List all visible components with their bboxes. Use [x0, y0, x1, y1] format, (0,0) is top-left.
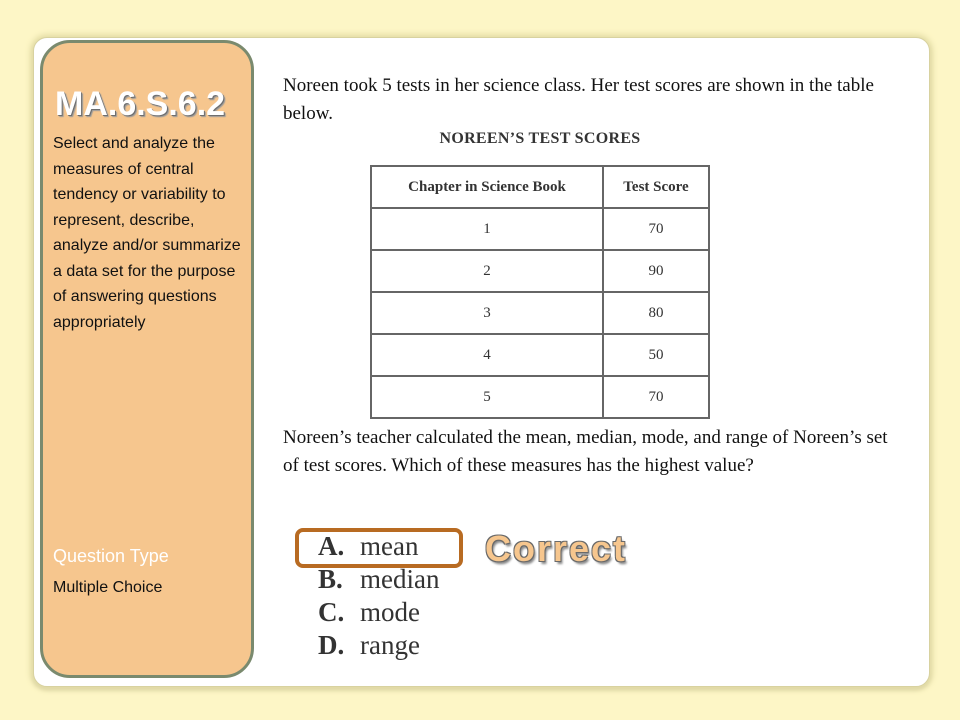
test-scores-table — [370, 165, 710, 419]
option-letter: A. — [318, 531, 345, 561]
option-text: mode — [360, 597, 420, 627]
option-letter: C. — [318, 597, 345, 627]
table-row — [371, 208, 709, 250]
chapter-cell: 5 — [371, 376, 603, 418]
answer-options — [318, 530, 439, 662]
table-row — [371, 292, 709, 334]
option-c[interactable] — [318, 596, 439, 629]
option-text: range — [360, 630, 420, 660]
option-d[interactable] — [318, 629, 439, 662]
table-title: NOREEN’S TEST SCORES — [439, 130, 641, 147]
table-row — [371, 334, 709, 376]
score-cell: 90 — [603, 250, 709, 292]
question-prompt: Noreen’s teacher calculated the mean, median, mode, and range of Noreen’s set of test scores. Which of these measures has the highest value? — [283, 427, 888, 476]
chapter-cell: 4 — [371, 334, 603, 376]
chapter-cell: 1 — [371, 208, 603, 250]
chapter-cell: 2 — [371, 250, 603, 292]
table-row — [371, 376, 709, 418]
option-letter: D. — [318, 630, 345, 660]
standard-description: Select and analyze the measures of central tendency or variability to represent, describe, analyze and/or summarize a data set for the purpose of answering questions appropriately — [53, 135, 241, 331]
option-letter: B. — [318, 564, 343, 594]
standard-sidebar — [40, 40, 254, 678]
correct-feedback: Correct — [485, 528, 628, 569]
table-row — [371, 250, 709, 292]
question-intro: Noreen took 5 tests in her science class. Her test scores are shown in the table below. — [283, 75, 874, 124]
option-a[interactable] — [318, 530, 439, 563]
option-text: median — [360, 564, 440, 594]
question-type-value: Multiple Choice — [53, 579, 163, 596]
header-score: Test Score — [603, 166, 709, 208]
score-cell: 70 — [603, 376, 709, 418]
table-header-row — [371, 166, 709, 208]
option-text: mean — [360, 531, 419, 561]
score-cell: 50 — [603, 334, 709, 376]
chapter-cell: 3 — [371, 292, 603, 334]
option-b[interactable] — [318, 563, 439, 596]
score-cell: 70 — [603, 208, 709, 250]
score-cell: 80 — [603, 292, 709, 334]
standard-code: MA.6.S.6.2 — [55, 85, 226, 123]
header-chapter: Chapter in Science Book — [371, 166, 603, 208]
question-type-label: Question Type — [53, 546, 169, 566]
